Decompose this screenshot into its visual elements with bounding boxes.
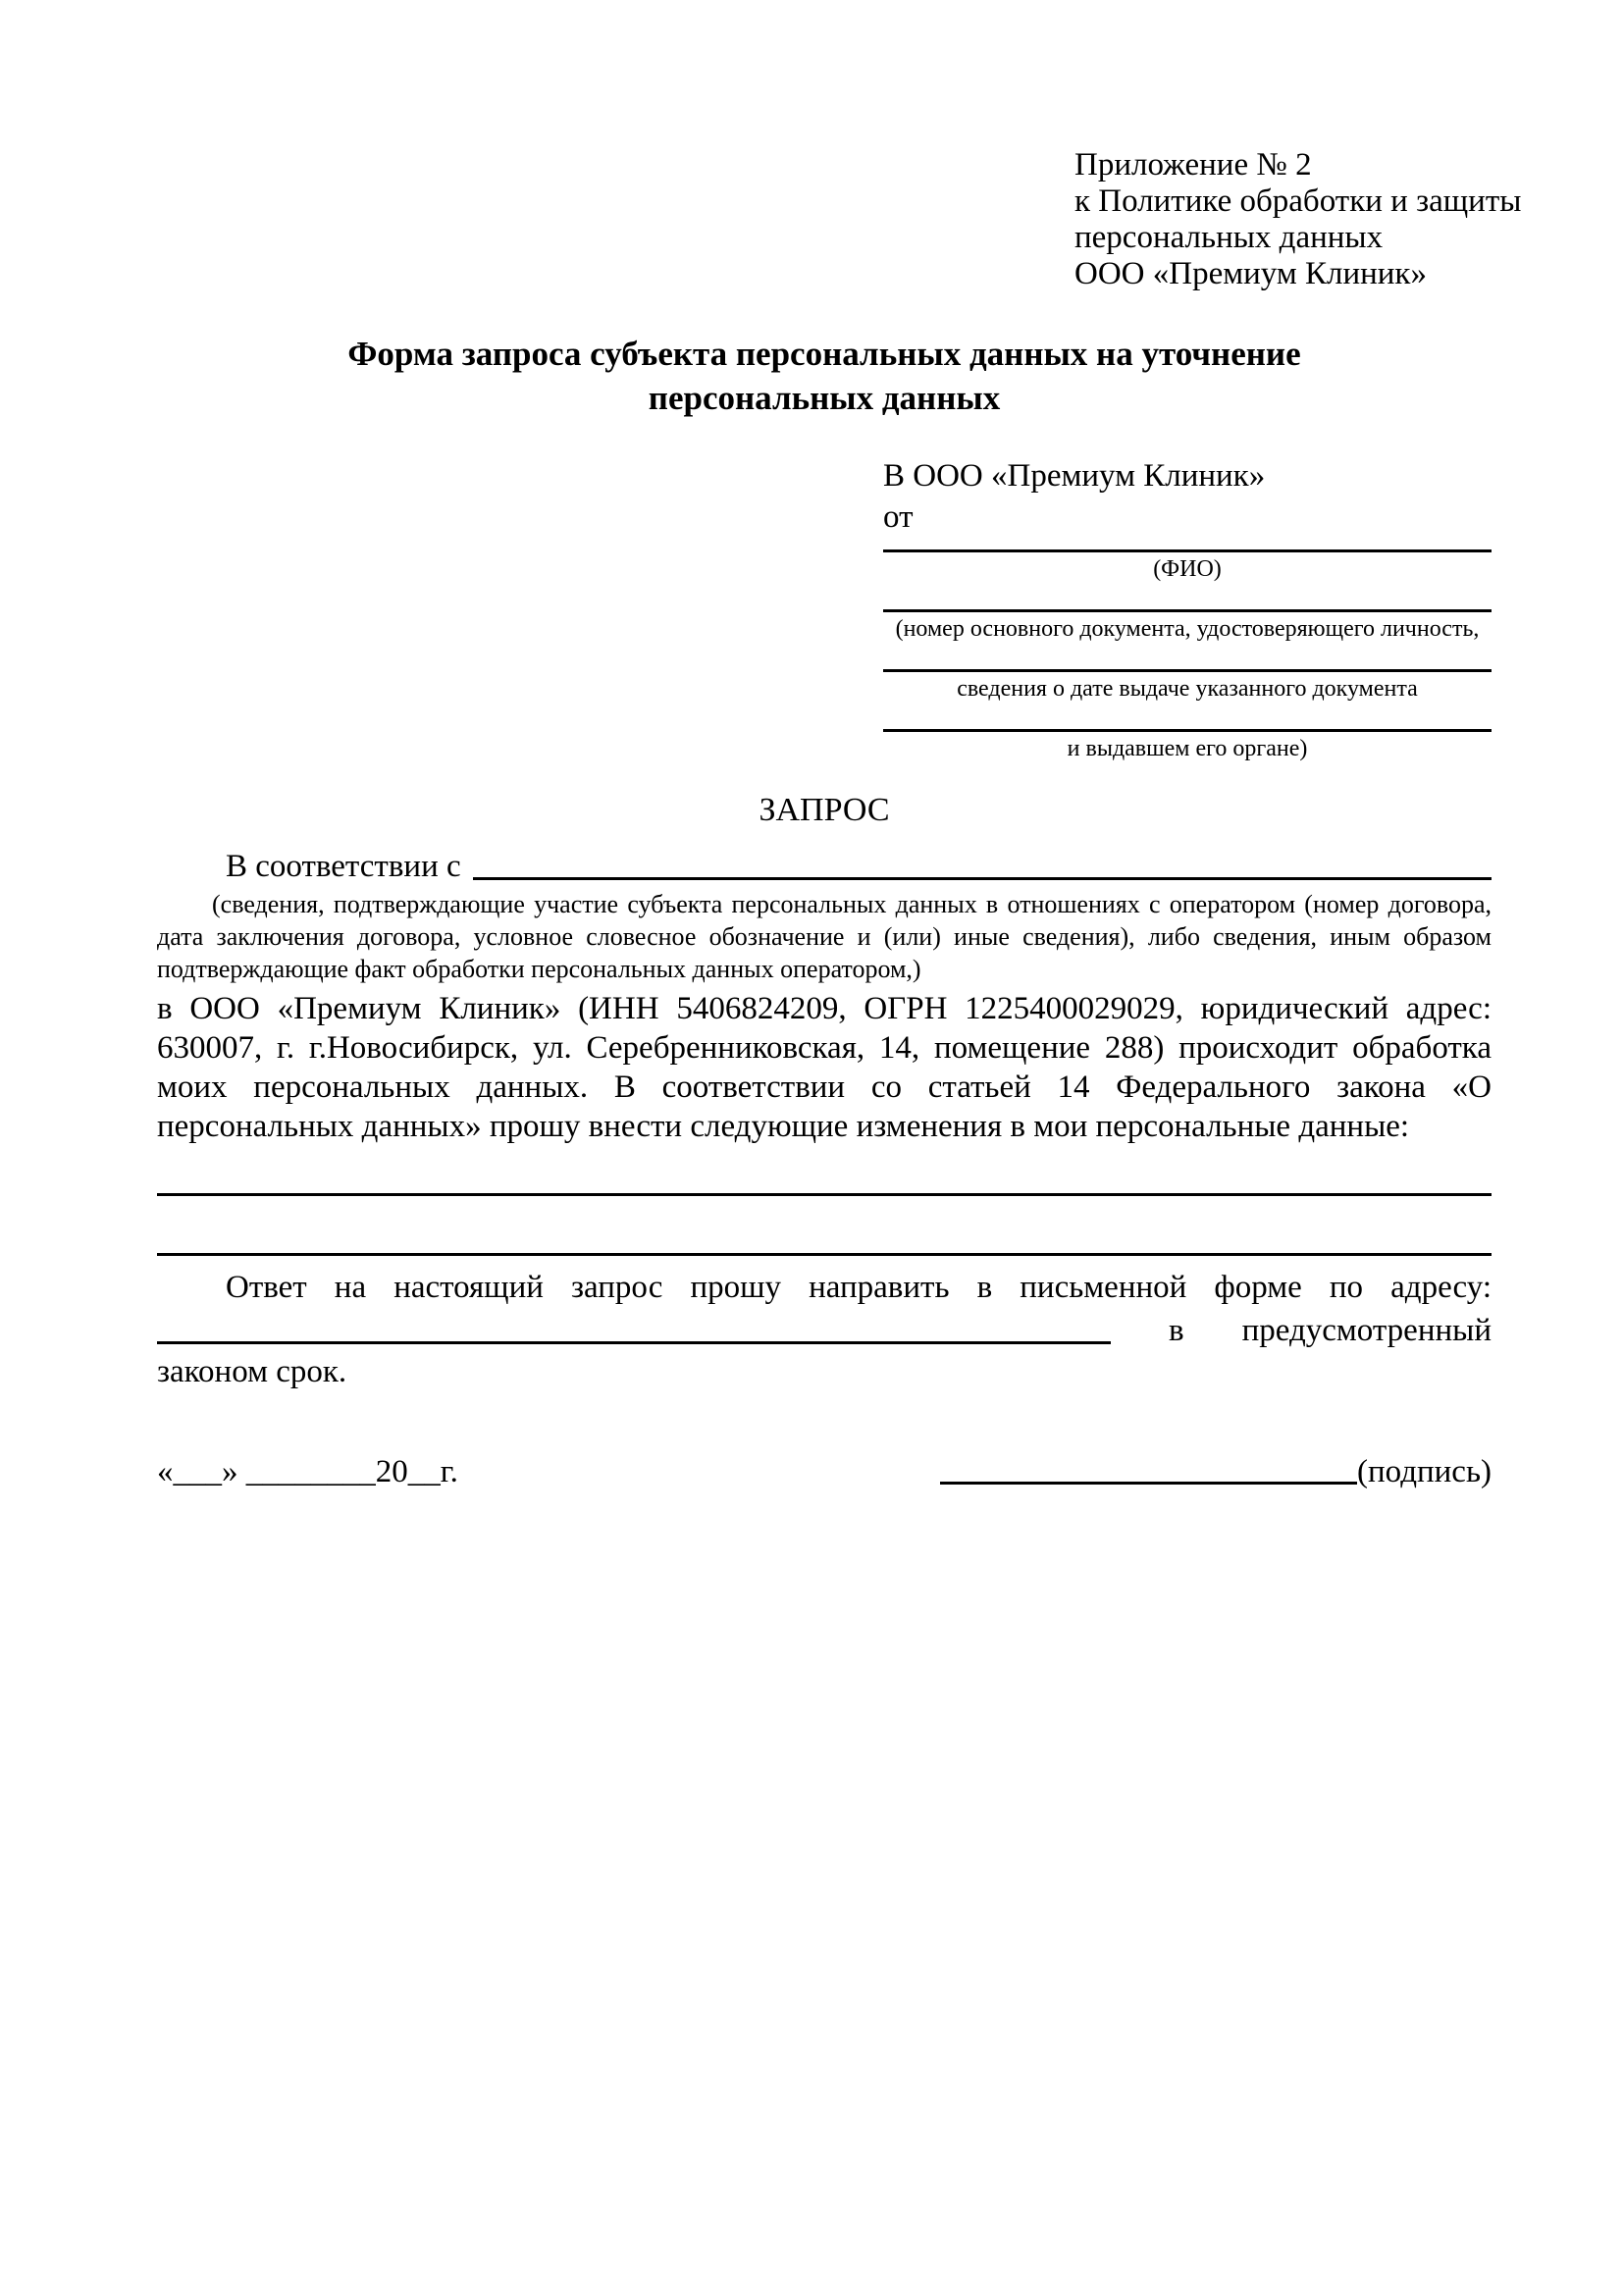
reply-paragraph-end: законом срок.: [157, 1354, 347, 1389]
write-in-line: [157, 1193, 1492, 1196]
field-caption: и выдавшем его органе): [1067, 736, 1308, 761]
write-in-line: [473, 870, 1492, 880]
signature-line: [940, 1475, 1357, 1485]
reply-address-row: [157, 1307, 1492, 1350]
addressee-to: В ООО «Премиум Клиник»: [883, 458, 1266, 494]
intro-footnote: (сведения, подтверждающие участие субъекта персональных данных в отношениях с оператором (номер договора, дата заключения договора, условное словесное обозначение и (или) иные сведения), либо сведения, иным образом подтверждающие факт обработки персональных данных оператором,): [157, 890, 1492, 983]
write-in-line: [157, 1253, 1492, 1256]
write-in-line: [883, 657, 1492, 672]
request-body-paragraph: в ООО «Премиум Клиник» (ИНН 5406824209, ОГРН 1225400029029, юридический адрес: 630007, г. г.Новосибирск, ул. Серебренниковская, 14, помещение 288) происходит обработка моих персональных данных. В соответствии со статьей 14 Федерального закона «О персональных данных» прошу внести следующие изменения в мои персональные данные:: [157, 991, 1492, 1144]
annex-header-line: Приложение № 2: [1074, 147, 1312, 183]
request-intro-row: [157, 843, 1492, 886]
form-field-issuing-authority: [883, 717, 1492, 762]
signature-caption: (подпись): [1357, 1454, 1492, 1489]
addressee-block: [883, 455, 1492, 762]
annex-header-line: ООО «Премиум Клиник»: [1074, 256, 1427, 291]
date-signature-row: [157, 1452, 1492, 1491]
write-in-line: [157, 1334, 1111, 1344]
annex-header: [1074, 147, 1522, 292]
request-heading: ЗАПРОС: [759, 792, 890, 828]
field-caption: (номер основного документа, удостоверяющего личность,: [895, 616, 1480, 642]
form-field-fio: [883, 538, 1492, 583]
annex-header-line: персональных данных: [1074, 220, 1384, 255]
form-field-document-number: [883, 598, 1492, 643]
reply-paragraph: Ответ на настоящий запрос прошу направить в письменной форме по адресу:: [226, 1270, 1492, 1305]
reply-word: предусмотренный: [1241, 1313, 1492, 1348]
write-in-line: [883, 598, 1492, 612]
annex-header-line: к Политике обработки и защиты: [1074, 183, 1522, 219]
field-caption: (ФИО): [1153, 556, 1222, 582]
request-intro-prefix: В соответствии с: [226, 849, 461, 884]
form-field-issue-date: [883, 657, 1492, 703]
reply-word: в: [1169, 1313, 1184, 1348]
addressee-from: от: [883, 499, 914, 535]
write-in-line: [883, 538, 1492, 552]
signature-group: [940, 1452, 1492, 1491]
field-caption: сведения о дате выдаче указанного документа: [957, 676, 1418, 702]
date-blank: «___» ________20__г.: [157, 1454, 458, 1489]
form-title: Форма запроса субъекта персональных данных на уточнение персональных данных: [347, 335, 1301, 417]
write-in-line: [883, 717, 1492, 732]
